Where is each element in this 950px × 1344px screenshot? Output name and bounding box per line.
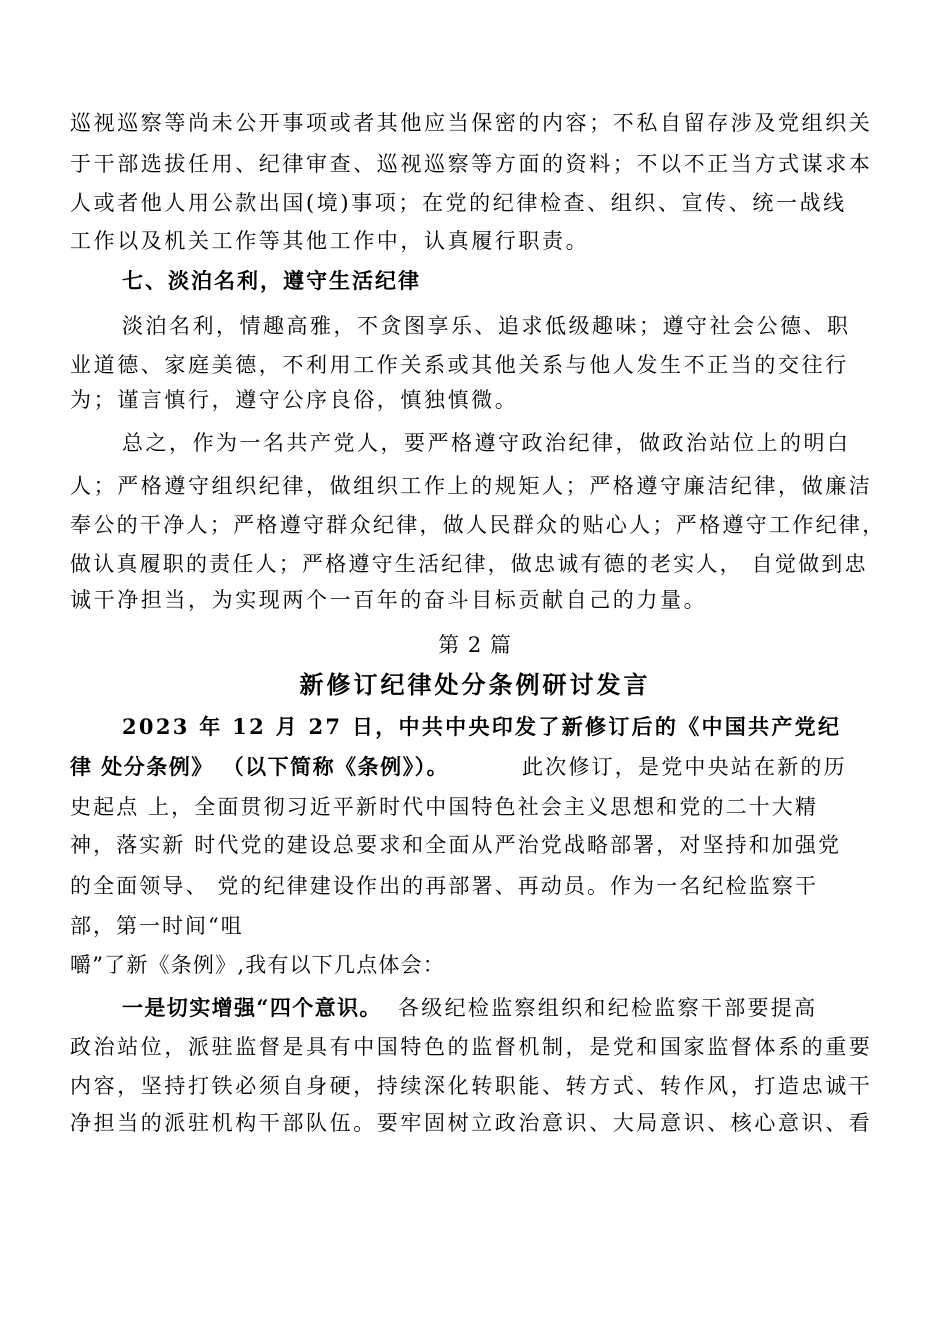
article-title: 新修订纪律处分条例研讨发言 [299,670,651,699]
paragraph-line: 各级纪检监察组织和纪检监察干部要提高 [398,996,818,1020]
paragraph-line: 业道德、家庭美德，不利用工作关系或其他关系与他人发生不正当的交往行 [70,353,849,377]
paragraph-line: 神，落实新 时代党的建设总要求和全面从严治党战略部署，对坚持和加强党 [70,833,842,857]
paragraph-line: 淡泊名利，情趣高雅，不贪图享乐、追求低级趣味；遵守社会公德、职 [122,314,851,338]
paragraph-line: 此次修订，是党中央站在新的历 [522,755,847,779]
paragraph-line: 内容，坚持打铁必须自身硬，持续深化转职能、转方式、转作风，打造忠诚干 [70,1074,873,1098]
paragraph-line: 奉公的干净人；严格遵守群众纪律，做人民群众的贴心人；严格遵守工作纪律， [70,513,886,537]
paragraph-line: 为；谨言慎行，遵守公序良俗，慎独慎微。 [70,388,519,412]
paragraph-line: 2023 年 12 月 27 日，中共中央印发了新修订后的《中国共产党纪 [122,714,842,739]
paragraph-line: 人或者他人用公款出国(境)事项；在党的纪律检查、组织、宣传、统一战线 [70,191,847,215]
paragraph-line: 一是切实增强“四个意识。 [122,995,382,1020]
paragraph-line: 工作以及机关工作等其他工作中，认真履行职责。 [70,229,590,253]
paragraph-line: 政治站位，派驻监督是具有中国特色的监督机制，是党和国家监督体系的重要 [70,1035,873,1059]
article-number: 第 2 篇 [438,633,512,657]
paragraph-line: 部，第一时间“咀 [70,914,244,938]
paragraph-line: 于干部选拔任用、纪律审查、巡视巡察等方面的资料；不以不正当方式谋求本 [70,152,873,176]
paragraph-line: 史起点 上，全面贯彻习近平新时代中国特色社会主义思想和党的二十大精 [70,795,818,819]
paragraph-line: 总之，作为一名共产党人，要严格遵守政治纪律，做政治站位上的明白 [122,431,851,455]
paragraph-line: 诚干净担当，为实现两个一百年的奋斗目标贡献自己的力量。 [70,588,708,612]
paragraph-line: 做认真履职的责任人；严格遵守生活纪律，做忠诚有德的老实人， 自觉做到忠 [70,552,868,576]
paragraph-line: 律 处分条例》 （以下简称《条例》）。 [70,754,450,779]
paragraph-line: 嚼”了新《条例》,我有以下几点体会： [70,953,446,977]
paragraph-line: 人；严格遵守组织纪律，做组织工作上的规矩人；严格遵守廉洁纪律，做廉洁 [70,474,873,498]
paragraph-line: 巡视巡察等尚未公开事项或者其他应当保密的内容；不私自留存涉及党组织关 [70,111,873,135]
section-heading: 七、淡泊名利，遵守生活纪律 [122,268,421,293]
paragraph-line: 净担当的派驻机构干部队伍。要牢固树立政治意识、大局意识、核心意识、看 [70,1111,873,1135]
paragraph-line: 的全面领导、 党的纪律建设作出的再部署、再动员。作为一名纪检监察干 [70,874,818,898]
